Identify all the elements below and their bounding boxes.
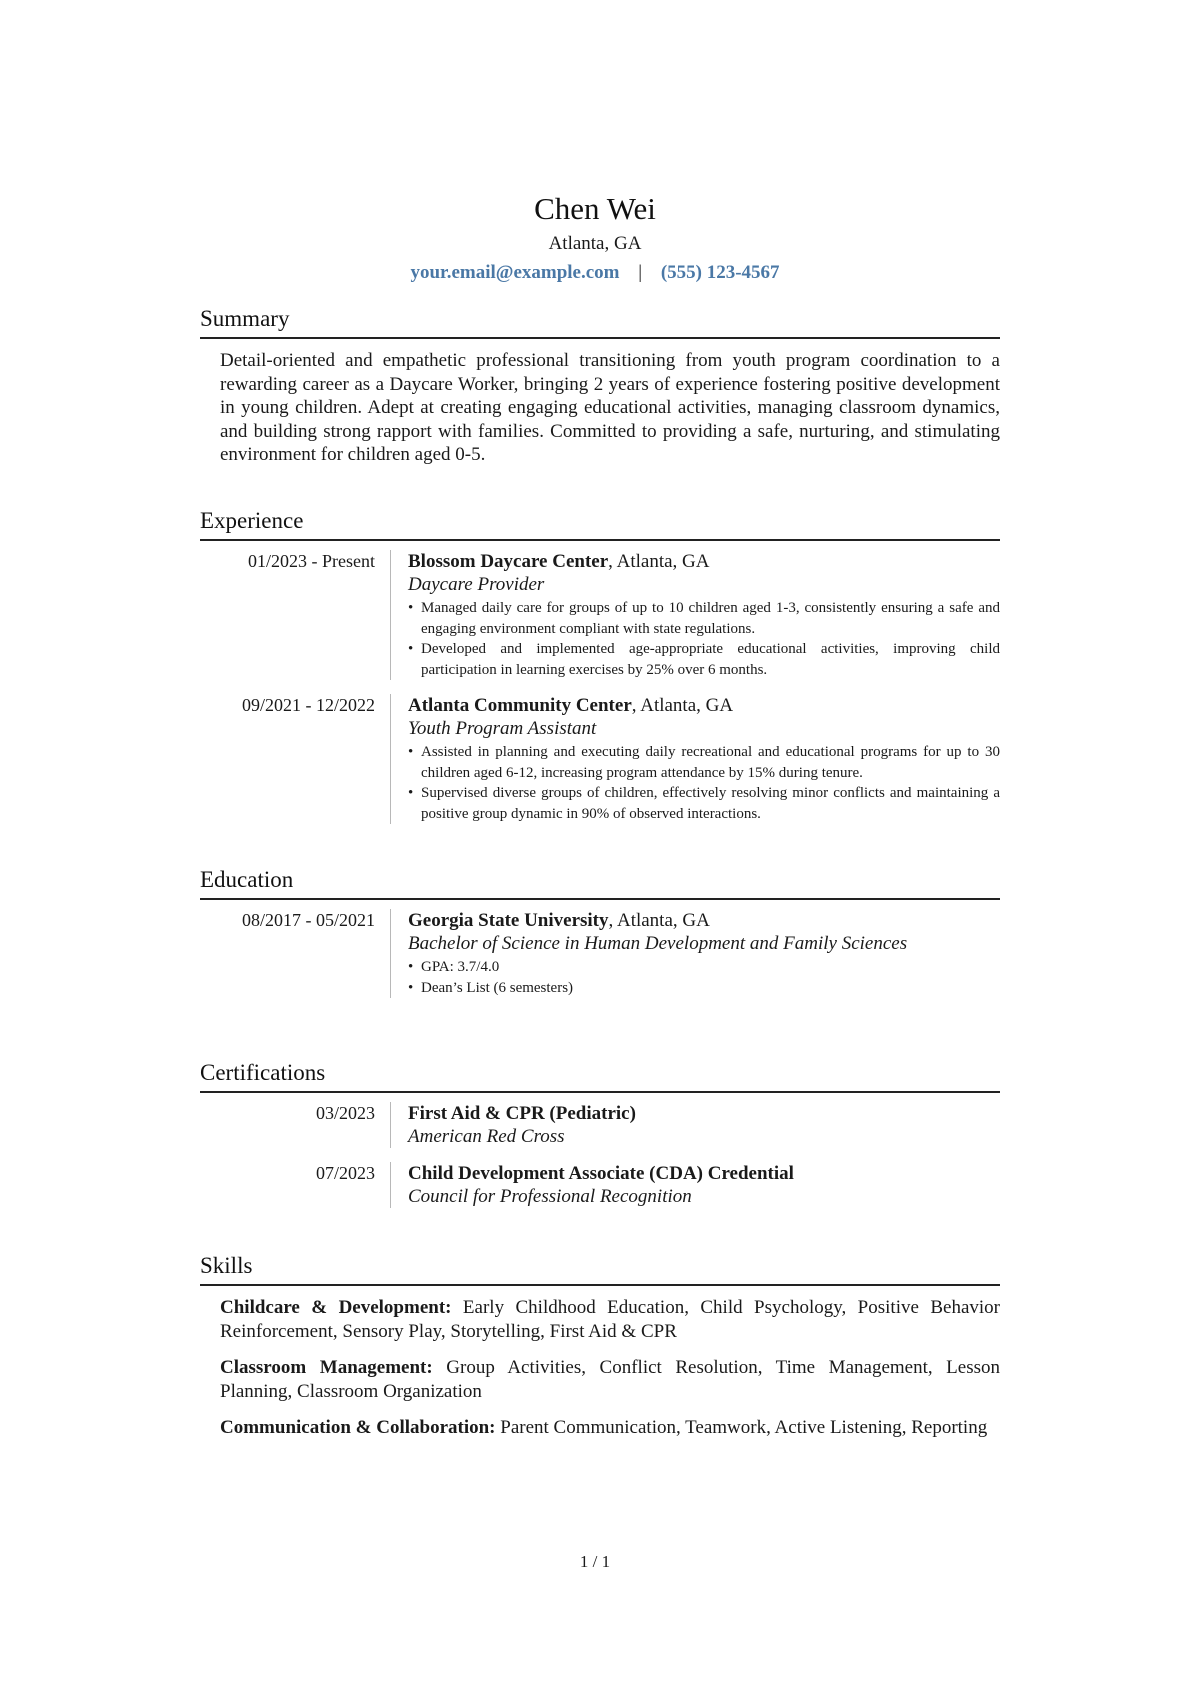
entry-body bbox=[390, 1102, 1000, 1148]
bullet-list bbox=[408, 598, 1000, 680]
section-title-certifications: Certifications bbox=[200, 1059, 1000, 1093]
certifications-section bbox=[200, 1059, 1000, 1208]
page-number: 1 / 1 bbox=[579, 1552, 611, 1571]
skill-items: Early Childhood Education, Child Psychology, Positive Behavior Reinforcement, Sensory Play, Storytelling, First Aid & CPR bbox=[220, 1297, 1000, 1342]
employer-location: , Atlanta, GA bbox=[608, 551, 710, 572]
resume-header bbox=[0, 190, 1190, 285]
entry-heading bbox=[408, 909, 1000, 932]
entry-date: 09/2021 - 12/2022 bbox=[242, 695, 375, 715]
bullet-item: • GPA: 3.7/4.0 bbox=[408, 957, 1000, 978]
degree-title: Bachelor of Science in Human Development and Family Sciences bbox=[408, 933, 908, 954]
job-title: Youth Program Assistant bbox=[408, 718, 597, 739]
skill-category: Communication & Collaboration: bbox=[220, 1417, 496, 1438]
entry-body bbox=[390, 694, 1000, 824]
bullet-list bbox=[408, 957, 1000, 998]
section-title-experience: Experience bbox=[200, 507, 1000, 541]
entry-body bbox=[390, 1162, 1000, 1208]
skill-items: Parent Communication, Teamwork, Active Listening, Reporting bbox=[495, 1417, 988, 1438]
bullet-item: • Dean’s List (6 semesters) bbox=[408, 978, 1000, 999]
employer-name: Atlanta Community Center bbox=[408, 695, 632, 716]
certification-entry bbox=[200, 1162, 1000, 1208]
email-link[interactable]: your.email@example.com bbox=[410, 262, 620, 283]
certification-entry bbox=[200, 1102, 1000, 1148]
section-title-education: Education bbox=[200, 866, 1000, 900]
experience-section bbox=[200, 507, 1000, 824]
certification-issuer: American Red Cross bbox=[408, 1126, 565, 1147]
entry-date: 01/2023 - Present bbox=[248, 551, 375, 571]
entry-date: 08/2017 - 05/2021 bbox=[242, 910, 375, 930]
skill-row bbox=[220, 1296, 1000, 1343]
bullet-item: • Managed daily care for groups of up to 10 children aged 1-3, consistently ensuring a safe and engaging environment compliant with state regulations. bbox=[408, 598, 1000, 639]
entry-body bbox=[390, 909, 1000, 998]
entry-body bbox=[390, 550, 1000, 680]
bullet-list bbox=[408, 742, 1000, 824]
skill-category: Childcare & Development: bbox=[220, 1297, 452, 1318]
employer-name: Blossom Daycare Center bbox=[408, 551, 609, 572]
skill-category: Classroom Management: bbox=[220, 1357, 433, 1378]
section-title-skills: Skills bbox=[200, 1252, 1000, 1286]
skill-items: Group Activities, Conflict Resolution, Time Management, Lesson Planning, Classroom Organization bbox=[220, 1357, 1001, 1402]
skills-section bbox=[200, 1252, 1000, 1453]
job-title: Daycare Provider bbox=[408, 574, 545, 595]
summary-text: Detail-oriented and empathetic professional transitioning from youth program coordination to a rewarding career as a Daycare Worker, bringing 2 years of experience fostering positive development in young children. Adept at creating engaging educational activities, managing classroom dynamics, and building strong rapport with families. Committed to providing a safe, nurturing, and stimulating environment for children aged 0-5. bbox=[220, 350, 1000, 465]
education-section bbox=[200, 866, 1000, 998]
bullet-item: • Supervised diverse groups of children, effectively resolving minor conflicts and maintaining a positive group dynamic in 90% of observed interactions. bbox=[408, 783, 1000, 824]
candidate-name: Chen Wei bbox=[534, 191, 656, 226]
skills-list bbox=[220, 1296, 1000, 1440]
school-location: , Atlanta, GA bbox=[608, 910, 710, 931]
entry-date: 07/2023 bbox=[315, 1163, 375, 1183]
certification-name: First Aid & CPR (Pediatric) bbox=[408, 1103, 636, 1124]
bullet-item: • Developed and implemented age-appropriate educational activities, improving child participation in learning exercises by 25% over 6 months. bbox=[408, 639, 1000, 680]
employer-location: , Atlanta, GA bbox=[631, 695, 734, 716]
phone-link[interactable]: (555) 123-4567 bbox=[660, 262, 780, 283]
entry-heading bbox=[408, 1162, 1000, 1185]
section-title-summary: Summary bbox=[200, 305, 1000, 339]
summary-section bbox=[200, 305, 1000, 467]
entry-heading bbox=[408, 550, 1000, 573]
school-name: Georgia State University bbox=[408, 910, 609, 931]
certification-issuer: Council for Professional Recognition bbox=[408, 1186, 692, 1207]
contact-separator: | bbox=[638, 262, 643, 283]
experience-entry bbox=[200, 694, 1000, 824]
skill-row bbox=[220, 1356, 1000, 1403]
experience-entry bbox=[200, 550, 1000, 680]
certification-name: Child Development Associate (CDA) Credential bbox=[408, 1163, 794, 1184]
bullet-item: • Assisted in planning and executing daily recreational and educational programs for up to 30 children aged 6-12, increasing program attendance by 15% during tenure. bbox=[408, 742, 1000, 783]
entry-heading bbox=[408, 694, 1000, 717]
contact-line bbox=[0, 261, 1190, 285]
entry-heading bbox=[408, 1102, 1000, 1125]
education-entry bbox=[200, 909, 1000, 998]
candidate-location: Atlanta, GA bbox=[548, 233, 642, 254]
entry-date: 03/2023 bbox=[315, 1103, 375, 1123]
skill-row bbox=[220, 1416, 1000, 1440]
